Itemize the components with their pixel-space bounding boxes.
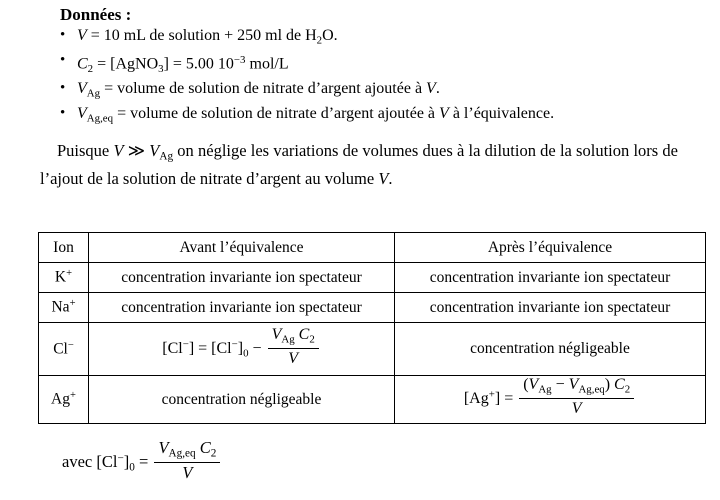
text-run: 0 (243, 347, 249, 360)
ion-concentration-table (38, 232, 706, 424)
text-run: −3 (233, 53, 246, 66)
text-run: concentration invariante ion spectateur (121, 298, 362, 316)
bullet-item-vageq (60, 104, 554, 129)
text-run: + (66, 268, 73, 280)
text-run: ] = 5.00 10 (163, 55, 234, 73)
text-run: V (158, 438, 169, 457)
ion-cell (39, 293, 89, 323)
text-run: concentration négligeable (470, 340, 630, 357)
paragraph-dilution (40, 140, 678, 191)
fraction-denominator (154, 462, 220, 483)
text-run: ] (123, 452, 130, 471)
text-run: Ag,eq (168, 447, 196, 460)
text-run: − (117, 452, 124, 465)
text-run: C (199, 438, 211, 457)
text-run: = (134, 452, 153, 471)
table-row-cl (39, 323, 706, 376)
text-run: 3 (158, 62, 164, 75)
text-run: concentration négligeable (161, 390, 322, 408)
table-row-na (39, 293, 706, 323)
text-run: Ag (86, 87, 101, 100)
fraction (519, 376, 634, 418)
text-run: . (435, 80, 440, 98)
text-run: concentration invariante ion spectateur (429, 298, 671, 316)
text-run: Ag (51, 390, 70, 408)
bullet-text (77, 26, 554, 51)
text-run: C (614, 376, 625, 394)
text-run: + (69, 298, 76, 310)
text-run: 2 (87, 62, 94, 75)
fraction-numerator (268, 326, 319, 348)
table-row-ag (39, 376, 706, 424)
text-run: à l’équivalence. (448, 105, 555, 123)
text-run: V (571, 400, 582, 418)
text-run: V (77, 80, 87, 98)
text-run: O. (322, 27, 338, 44)
text-run: V (568, 376, 579, 394)
text-run: avec [Cl (62, 452, 118, 471)
bullet-item-vag (60, 79, 554, 104)
text-run: − (248, 339, 266, 357)
bullet-icon: • (60, 80, 66, 97)
column-header-apres: Après l’équivalence (395, 233, 706, 263)
text-run: Na (51, 298, 70, 316)
text-run: Ag (159, 150, 174, 163)
text-run: K (54, 268, 67, 286)
text-run: = [AgNO (93, 55, 159, 73)
text-run: Ag,eq (578, 383, 605, 396)
text-run: − (182, 338, 189, 351)
text-run: Ag,eq (86, 112, 114, 125)
text-run: ] (237, 339, 244, 357)
fraction-denominator (519, 398, 634, 418)
avant-cell (89, 376, 395, 424)
apres-cell (395, 293, 706, 323)
text-run: ( (523, 376, 529, 394)
bullet-icon: • (60, 105, 66, 122)
text-run: + (70, 390, 76, 402)
text-run: V (426, 80, 436, 98)
text-run: = volume de solution de nitrate d’argent ajoutée à (100, 80, 427, 98)
bullet-text (77, 51, 554, 79)
footnote-formula (62, 438, 222, 485)
text-run: on néglige les variations de volumes dues à la dilution de la solution lors de l’ajout de la solution de nitrate d’argent au volume (40, 141, 678, 189)
fraction (268, 326, 319, 368)
column-header-avant: Avant l’équivalence (89, 233, 395, 263)
avant-cell (89, 263, 395, 293)
fraction-denominator (268, 348, 319, 368)
text-run: 2 (309, 333, 315, 346)
text-run: V (182, 463, 193, 483)
text-run: [Cl (162, 339, 183, 357)
column-header-ion: Ion (39, 233, 89, 263)
apres-cell (395, 263, 706, 293)
ion-cell (39, 263, 89, 293)
text-run: V (77, 105, 87, 123)
text-run: ] = [Cl (188, 339, 232, 357)
text-run: 2 (624, 383, 631, 396)
text-run: V (528, 376, 539, 394)
text-run: − (231, 338, 238, 351)
text-run: Ag (538, 383, 552, 396)
text-run: V (271, 325, 282, 343)
text-run: [Ag (463, 390, 489, 408)
text-run: + (488, 388, 495, 401)
text-run: ≫ (123, 141, 150, 160)
bullet-text (77, 79, 554, 104)
text-run: 2 (210, 447, 217, 460)
bullet-item-concentration (60, 51, 554, 79)
text-run: Puisque (57, 141, 114, 160)
text-run: . (388, 169, 393, 189)
avant-cell-formula (89, 323, 395, 376)
text-run: − (551, 376, 569, 394)
table-header-row (39, 233, 706, 263)
text-run: C (298, 325, 310, 343)
text-run: V (77, 27, 87, 44)
bullet-item-volume (60, 26, 554, 51)
bullet-text (77, 104, 554, 129)
text-run: ] = (494, 390, 518, 408)
ion-cell (39, 376, 89, 424)
text-run: mol/L (245, 55, 289, 73)
text-run: Cl (53, 340, 68, 358)
avant-cell (89, 293, 395, 323)
bullet-icon: • (60, 51, 66, 68)
text-run: = 10 mL de solution + 250 ml de H (86, 27, 317, 44)
text-run: − (67, 339, 74, 351)
apres-cell (395, 323, 706, 376)
bullet-icon: • (60, 27, 66, 43)
data-bullet-list (60, 26, 554, 129)
text-run: 0 (129, 461, 135, 474)
text-run: V (113, 141, 124, 160)
fraction-numerator (519, 376, 634, 398)
text-run: V (149, 141, 160, 160)
text-run: V (378, 169, 389, 189)
table-row-k (39, 263, 706, 293)
text-run: concentration invariante ion spectateur (121, 268, 362, 286)
text-run: ) (604, 376, 615, 394)
text-run: 2 (316, 34, 323, 47)
apres-cell-formula (395, 376, 706, 424)
text-run: = volume de solution de nitrate d’argent ajoutée à (113, 105, 440, 123)
text-run: V (288, 349, 299, 367)
text-run: Ag (281, 333, 295, 346)
text-run: concentration invariante ion spectateur (429, 268, 671, 286)
text-run: V (439, 105, 449, 123)
fraction-numerator (154, 439, 220, 462)
section-heading: Données : (60, 5, 132, 24)
text-run: C (77, 55, 88, 73)
ion-cell (39, 323, 89, 376)
fraction (154, 439, 220, 483)
